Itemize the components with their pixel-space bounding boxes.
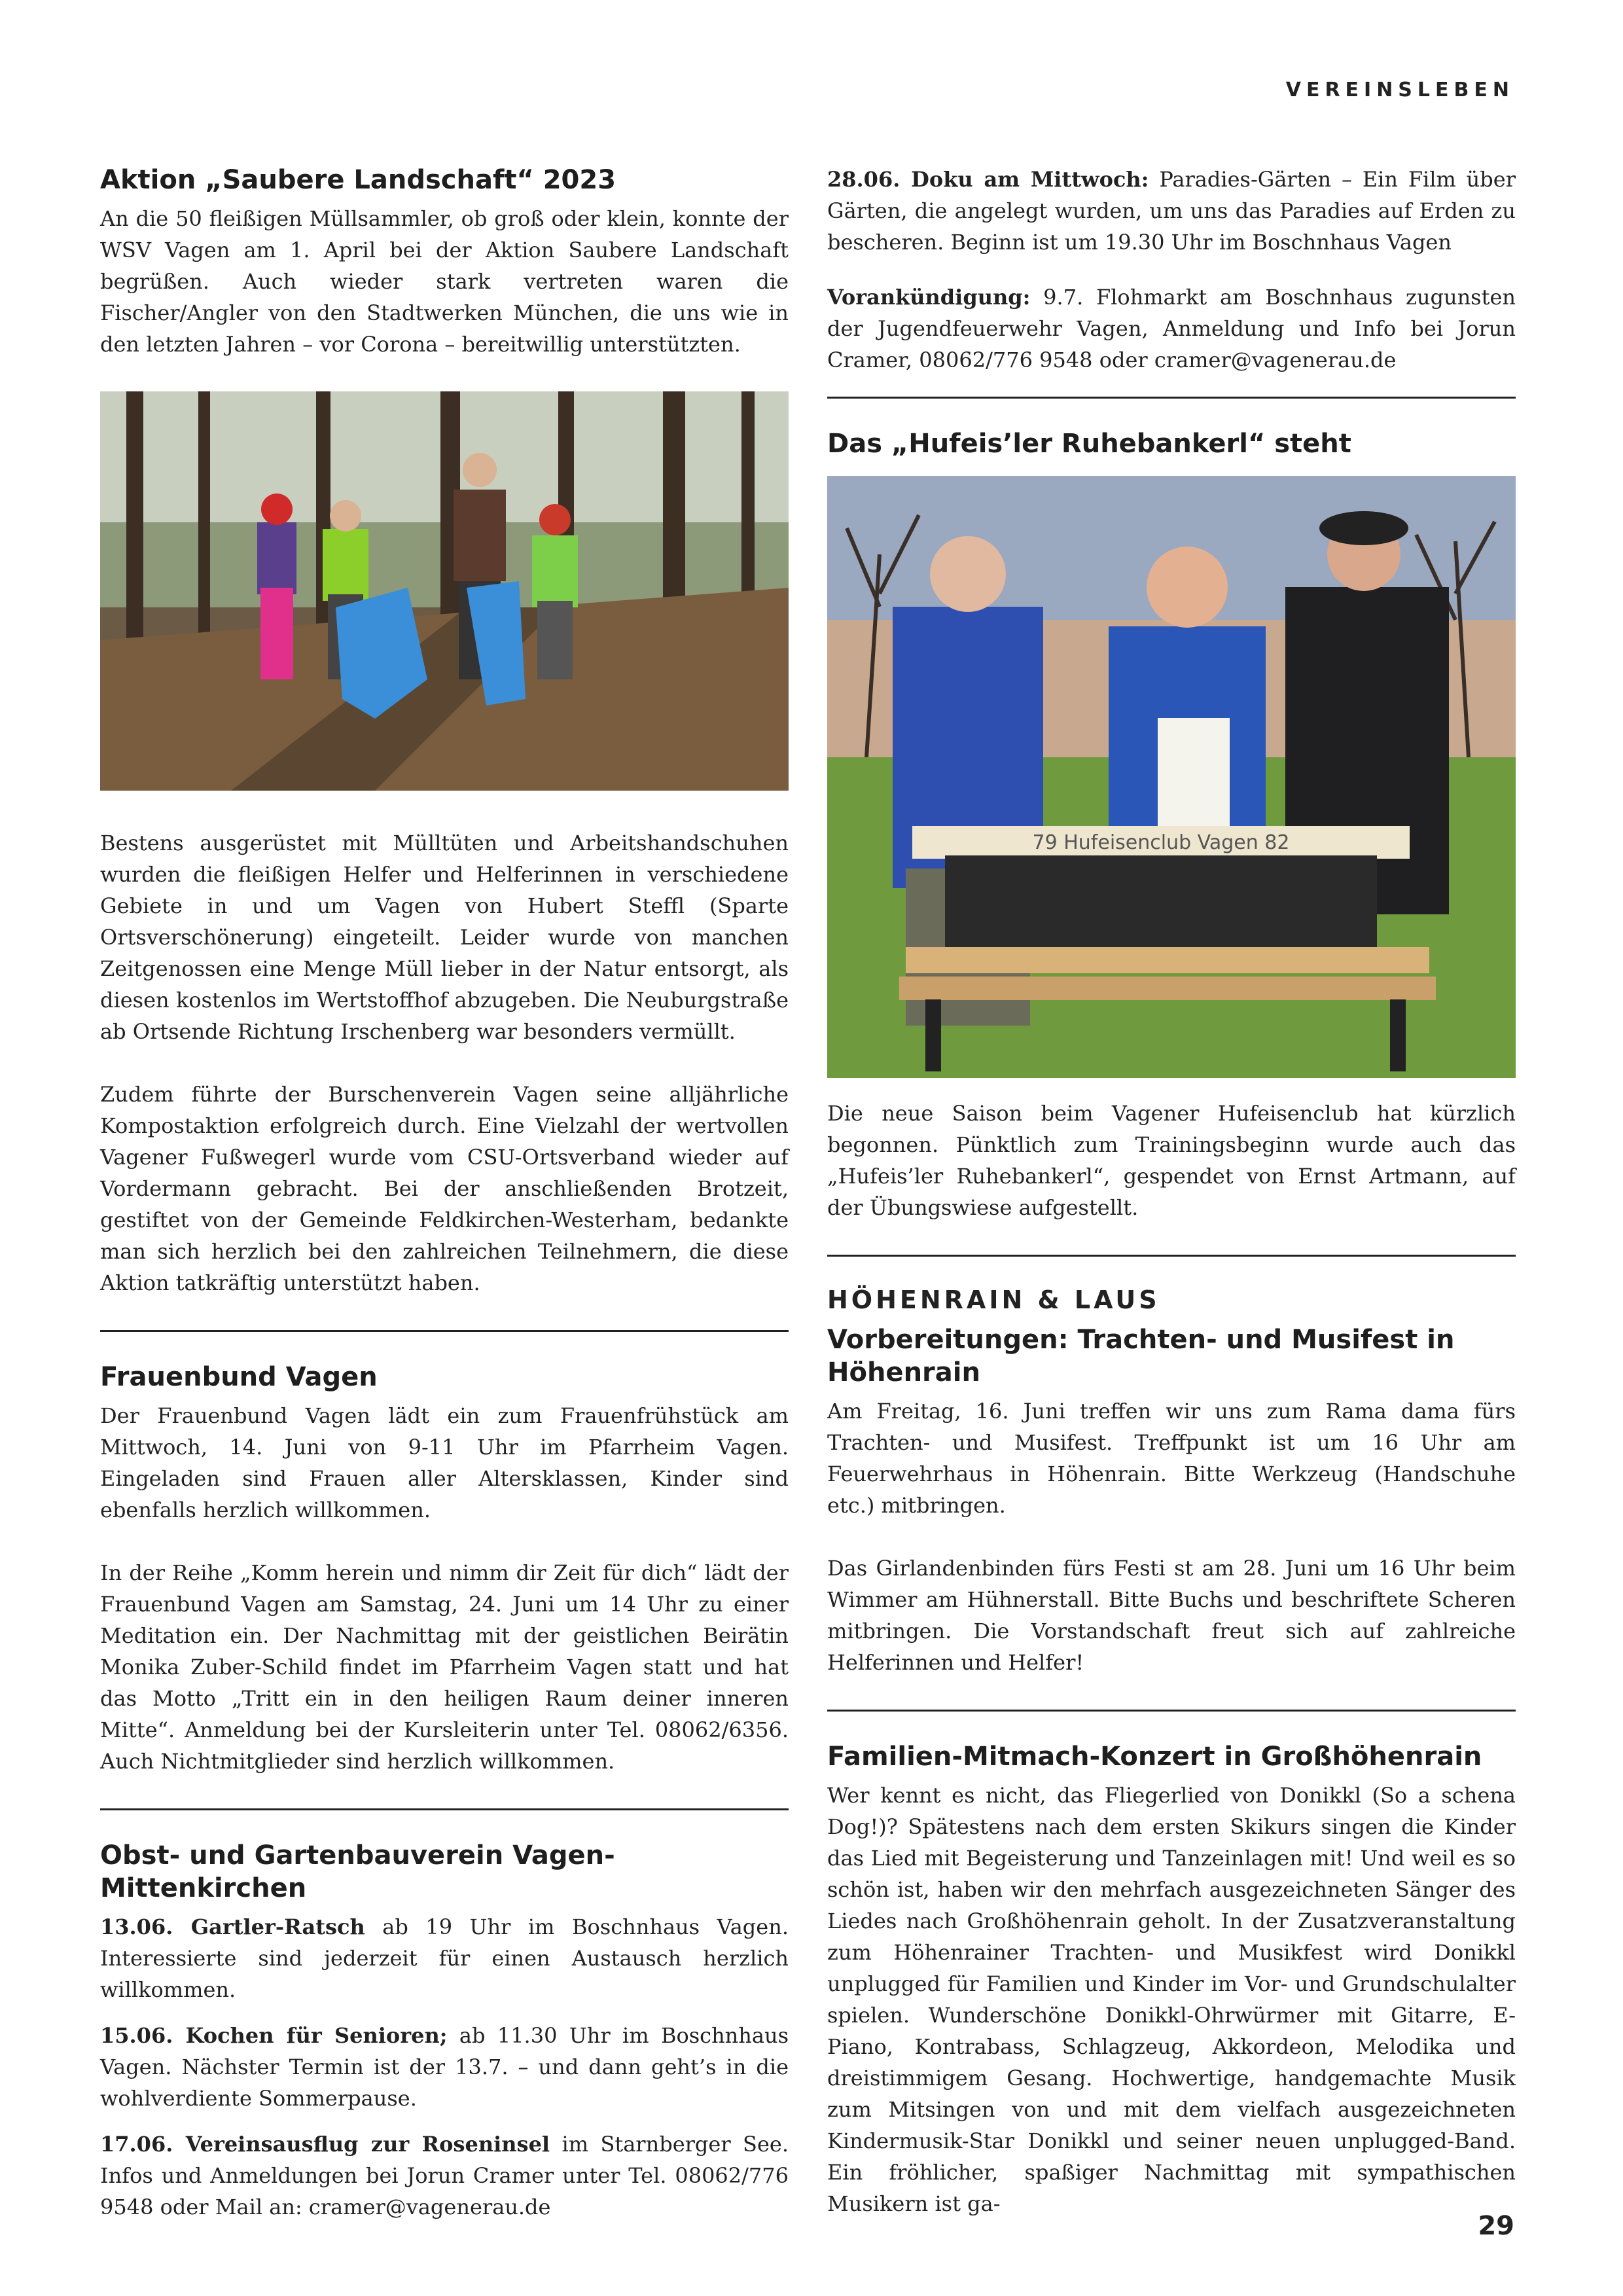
left-column bbox=[100, 164, 789, 2237]
event-text: ab 19 Uhr im Boschnhaus Vagen. Interessierte sind jederzeit für einen Austausch herzlich willkommen. bbox=[100, 1914, 789, 2002]
article-title-frauenbund: Frauenbund Vagen bbox=[100, 1362, 378, 1392]
event-item bbox=[827, 281, 1516, 376]
divider bbox=[827, 1710, 1516, 1712]
divider bbox=[100, 1330, 789, 1332]
article-body-2: Zudem führte der Burschenverein Vagen seine alljährliche Kompostaktion erfolgreich durch. Eine Vielzahl der wertvollen Vagener Fußwegerl wurde vom CSU-Ortsverband wieder auf Vordermann gebracht. Bei der anschließenden Brotzeit, gestiftet von der Gemeinde Feldkirchen-Westerham, bedankte man sich herzlich bei den zahlreichen Teilnehmern, die diese Aktion tatkräftig unterstützt haben. bbox=[100, 1082, 789, 1295]
event-text: ab 11.30 Uhr im Boschnhaus Vagen. Nächster Termin ist der 13.7. – und dann geht’s in die wohlverdiente Sommerpause. bbox=[100, 2023, 789, 2111]
event-lead: 15.06. Kochen für Senioren; bbox=[100, 2023, 448, 2048]
trachtenfest-paragraph-2: Das Girlandenbinden fürs Festi st am 28. Juni um 16 Uhr beim Wimmer am Hühnerstall. Bitte Buchs und beschriftete Scheren mitbringen. Die Vorstandschaft freut sich auf zahlreiche Helferinnen und Helfer! bbox=[827, 1556, 1516, 1675]
cleanup-photo bbox=[100, 391, 789, 791]
event-item bbox=[100, 1911, 789, 2005]
article-title-obst-gartenbau: Obst- und Gartenbauverein Vagen-Mittenkirchen bbox=[100, 1840, 615, 1903]
article-title-konzert: Familien-Mitmach-Konzert in Großhöhenrain bbox=[827, 1742, 1482, 1772]
event-lead: Vorankündigung: bbox=[827, 285, 1031, 310]
event-text: Paradies-Gärten – Ein Film über Gärten, die angelegt wurden, um uns das Paradies auf Erden zu bescheren. Beginn ist um 19.30 Uhr im Boschnhaus Vagen bbox=[827, 167, 1516, 255]
article-title-ruhebankerl: Das „Hufeis’ler Ruhebankerl“ steht bbox=[827, 429, 1351, 459]
article-title-saubere-landschaft: Aktion „Saubere Landschaft“ 2023 bbox=[100, 165, 616, 195]
bench-photo bbox=[827, 476, 1516, 1078]
category-heading: HÖHENRAIN & LAUS bbox=[827, 1285, 1160, 1314]
divider bbox=[827, 1255, 1516, 1257]
page-number: 29 bbox=[1478, 2211, 1514, 2241]
event-lead: 13.06. Gartler-Ratsch bbox=[100, 1914, 365, 1939]
event-item bbox=[827, 164, 1516, 258]
bench-sign-text: 79 Hufeisenclub Vagen 82 bbox=[1032, 831, 1290, 854]
right-column bbox=[827, 164, 1516, 2219]
article-title-trachtenfest: Vorbereitungen: Trachten- und Musifest in Höhenrain bbox=[827, 1325, 1455, 1388]
event-item bbox=[100, 2020, 789, 2114]
divider bbox=[100, 1808, 789, 1810]
article-intro: An die 50 fleißigen Müllsammler, ob groß oder klein, konnte der WSV Vagen am 1. April bei der Aktion Saubere Landschaft begrüßen. Auch wieder stark vertreten waren die Fischer/Angler von den Stadtwerken München, die uns wie in den letzten Jahren – vor Corona – bereitwillig unterstützten. bbox=[100, 206, 789, 357]
trachtenfest-paragraph-1: Am Freitag, 16. Juni treffen wir uns zum Rama dama fürs Trachten- und Musifest. Treffpunkt ist um 16 Uhr am Feuerwehrhaus in Höhenrain. Bitte Werkzeug (Handschuhe etc.) mitbringen. bbox=[827, 1399, 1516, 1518]
frauenbund-paragraph-2: In der Reihe „Komm herein und nimm dir Zeit für dich“ lädt der Frauenbund Vagen am Samstag, 24. Juni um 14 Uhr zu einer Meditation ein. Der Nachmittag mit der geistlichen Beirätin Monika Zuber-Schild findet im Pfarrheim Vagen statt und hat das Motto „Tritt ein in den heiligen Raum deiner inneren Mitte“. Anmeldung bei der Kursleiterin unter Tel. 08062/6356. Auch Nichtmitglieder sind herzlich willkommen. bbox=[100, 1560, 789, 1774]
frauenbund-paragraph-1: Der Frauenbund Vagen lädt ein zum Frauenfrühstück am Mittwoch, 14. Juni von 9-11 Uhr im Pfarrheim Vagen. Eingeladen sind Frauen aller Altersklassen, Kinder sind ebenfalls herzlich willkommen. bbox=[100, 1403, 789, 1522]
event-lead: 28.06. Doku am Mittwoch: bbox=[827, 167, 1149, 192]
event-lead: 17.06. Vereinsausflug zur Roseninsel bbox=[100, 2132, 550, 2157]
article-body-1: Bestens ausgerüstet mit Mülltüten und Arbeitshandschuhen wurden die fleißigen Helfer und Helferinnen in verschiedene Gebiete in und um Vagen von Hubert Steffl (Sparte Ortsverschönerung) eingeteilt. Leider wurde von manchen Zeitgenossen eine Menge Müll lieber in der Natur entsorgt, als diesen kostenlos im Wertstoffhof abzugeben. Die Neuburgstraße ab Ortsende Richtung Irschenberg war besonders vermüllt. bbox=[100, 831, 789, 1044]
event-text: im Starnberger See. Infos und Anmeldungen bei Jorun Cramer unter Tel. 08062/776 9548 oder Mail an: cramer@vagenerau.de bbox=[100, 2132, 789, 2219]
konzert-paragraph: Wer kennt es nicht, das Fliegerlied von Donikkl (So a schena Dog!)? Spätestens nach dem ersten Skikurs singen die Kinder das Lied mit Begeisterung und Tanzeinlagen mit! Und weil es so schön ist, haben wir den mehrfach ausgezeichneten Sänger des Liedes nach Großhöhenrain geholt. In der Zusatzveranstaltung zum Höhenrainer Trachten- und Musikfest wird Donikkl unplugged für Familien und Kinder im Vor- und Grundschulalter spielen. Wunderschöne Donikkl-Ohrwürmer mit Gitarre, E-Piano, Kontrabass, Schlagzeug, Akkordeon, Melodika und dreistimmigem Gesang. Hochwertige, handgemachte Musik zum Mitsingen von und mit dem vielfach ausgezeichneten Kindermusik-Star Donikkl und seiner neuen unplugged-Band. Ein fröhlicher, spaßiger Nachmittag mit sympathischen Musikern ist ga- bbox=[827, 1783, 1516, 2216]
section-header: VEREINSLEBEN bbox=[1285, 79, 1514, 101]
divider bbox=[827, 397, 1516, 399]
ruhebankerl-text: Die neue Saison beim Vagener Hufeisenclub hat kürzlich begonnen. Pünktlich zum Trainingsbeginn wurde auch das „Hufeis’ler Ruhebankerl“, gespendet von Ernst Artmann, auf der Übungswiese aufgestellt. bbox=[827, 1101, 1516, 1220]
event-item bbox=[100, 2128, 789, 2223]
event-text: 9.7. Flohmarkt am Boschnhaus zugunsten der Jugendfeuerwehr Vagen, Anmeldung und Info bei Jorun Cramer, 08062/776 9548 oder cramer@vagenerau.de bbox=[827, 285, 1516, 372]
